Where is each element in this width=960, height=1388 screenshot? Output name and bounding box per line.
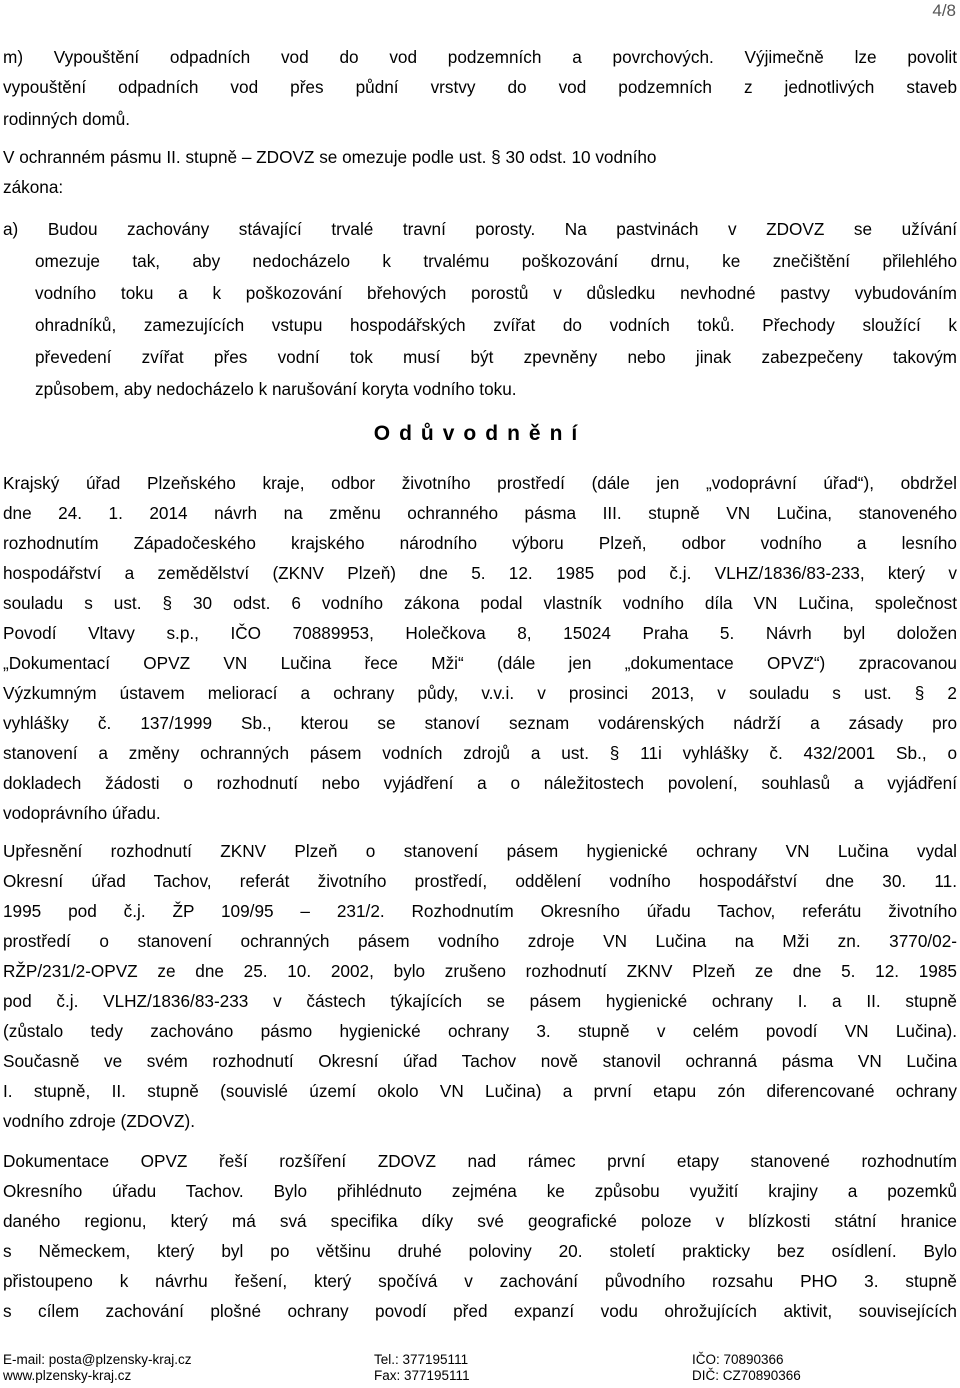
text-line: ohradníků, zamezujících vstupu hospodářských zvířat do vodních toků. Přechody sloužící k <box>35 315 957 335</box>
text-line: Upřesnění rozhodnutí ZKNV Plzeň o stanovení pásem hygienické ochrany VN Lučina vydal <box>3 841 957 861</box>
text-line: stanovení a změny ochranných pásem vodních zdrojů a ust. § 11i vyhlášky č. 432/2001 Sb., o <box>3 743 957 763</box>
footer-contact <box>3 1352 192 1384</box>
text-line: přistoupeno k návrhu řešení, který spočívá v zachování původního rozsahu PHO 3. stupně <box>3 1271 957 1291</box>
text-line: převedení zvířat přes vodní tok musí být zpevněny nebo jinak zabezpečeny takovým <box>35 347 957 367</box>
text-line: 1995 pod č.j. ŽP 109/95 – 231/2. Rozhodnutím Okresního úřadu Tachov, referátu životního <box>3 901 957 921</box>
text-line: s cílem zachování plošné ochrany povodí před expanzí vodu ohrožujících aktivit, souvisejících <box>3 1301 957 1321</box>
page-number: 4/8 <box>932 1 956 20</box>
text-line: Dokumentace OPVZ řeší rozšíření ZDOVZ nad rámec první etapy stanovené rozhodnutím <box>3 1151 957 1171</box>
section-heading: Odůvodnění <box>373 422 587 445</box>
text-line: dne 24. 1. 2014 návrh na změnu ochranného pásma III. stupně VN Lučina, stanoveného <box>3 503 957 523</box>
text-line: a) Budou zachovány stávající trvalé travní porosty. Na pastvinách v ZDOVZ se užívání <box>3 219 957 239</box>
text-line: omezuje tak, aby nedocházelo k trvalému poškozování drnu, ke znečištění přilehlého <box>35 251 957 271</box>
text-line: I. stupně, II. stupně (souvislé území okolo VN Lučina) a první etapu zón diferencované ochrany <box>3 1081 957 1101</box>
text-line: „Dokumentací OPVZ VN Lučina řece Mži“ (dále jen „dokumentace OPVZ“) zpracovanou <box>3 653 957 673</box>
text-line: pod č.j. VLHZ/1836/83-233 v částech týkajících se pásem hygienické ochrany I. a II. stupně <box>3 991 957 1011</box>
text-line: rodinných domů. <box>3 109 131 129</box>
text-line: dokladech žádosti o rozhodnutí nebo vyjádření a o náležitostech povolení, souhlasů a vyjádření <box>3 773 957 793</box>
footer-ico: IČO: 70890366 <box>692 1352 784 1367</box>
text-line: Výzkumným ústavem meliorací a ochrany půdy, v.v.i. v prosinci 2013, v souladu s ust. § 2 <box>3 683 957 703</box>
text-line: RŽP/231/2-OPVZ ze dne 25. 10. 2002, bylo zrušeno rozhodnutí ZKNV Plzeň ze dne 5. 12. 1985 <box>3 961 957 981</box>
text-line: m) Vypouštění odpadních vod do vod podzemních a povrchových. Výjimečně lze povolit <box>3 47 957 67</box>
text-line: Krajský úřad Plzeňského kraje, odbor životního prostředí (dále jen „vodoprávní úřad“), obdržel <box>3 473 957 493</box>
text-line: (zůstalo tedy zachováno pásmo hygienické ochrany 3. stupně v celém povodí VN Lučina). <box>3 1021 957 1041</box>
footer-phone <box>374 1352 470 1384</box>
text-line: Povodí Vltavy s.p., IČO 70889953, Holečkova 8, 15024 Praha 5. Návrh byl doložen <box>3 623 957 643</box>
footer-tel: Tel.: 377195111 <box>374 1352 469 1367</box>
text-line: Okresního úřadu Tachov. Bylo přihlédnuto zejména ke způsobu využití krajiny a pozemků <box>3 1181 957 1201</box>
text-line: vodního zdroje (ZDOVZ). <box>3 1111 195 1131</box>
footer-web: www.plzensky-kraj.cz <box>3 1368 132 1383</box>
footer-dic: DIČ: CZ70890366 <box>692 1368 801 1383</box>
text-line: vyhlášky č. 137/1999 Sb., kterou se stanoví seznam vodárenských nádrží a zásady pro <box>3 713 957 733</box>
text-line: souladu s ust. § 30 odst. 6 vodního zákona podal vlastník vodního díla VN Lučina, společnost <box>3 593 957 613</box>
footer-ids <box>692 1352 801 1384</box>
text-line: rozhodnutím Západočeského krajského národního výboru Plzeň, odbor vodního a lesního <box>3 533 957 553</box>
text-line: vypouštění odpadních vod přes půdní vrstvy do vod podzemních z jednotlivých staveb <box>3 77 957 97</box>
text-line: vodního toku a k poškozování břehových porostů v důsledku nevhodné pastvy vybudováním <box>35 283 957 303</box>
footer-fax: Fax: 377195111 <box>374 1368 470 1383</box>
text-line: způsobem, aby nedocházelo k narušování koryta vodního toku. <box>35 379 517 399</box>
text-line: daného regionu, který má svá specifika díky své geografické poloze v blízkosti státní hranice <box>3 1211 957 1231</box>
text-line: Okresní úřad Tachov, referát životního prostředí, oddělení vodního hospodářství dne 30. 11. <box>3 871 957 891</box>
text-line: s Německem, který byl po většinu druhé poloviny 20. století prakticky bez osídlení. Bylo <box>3 1241 957 1261</box>
text-line: vodoprávního úřadu. <box>3 803 161 823</box>
footer-email: E-mail: posta@plzensky-kraj.cz <box>3 1352 192 1367</box>
text-line: prostředí o stanovení ochranných pásem vodního zdroje VN Lučina na Mži zn. 3770/02- <box>3 931 957 951</box>
text-line: hospodářství a zemědělství (ZKNV Plzeň) dne 5. 12. 1985 pod č.j. VLHZ/1836/83-233, který v <box>3 563 957 583</box>
text-line: Současně ve svém rozhodnutí Okresní úřad Tachov nově stanovil ochranná pásma VN Lučina <box>3 1051 957 1071</box>
text-line: zákona: <box>3 177 64 197</box>
text-line: V ochranném pásmu II. stupně – ZDOVZ se omezuje podle ust. § 30 odst. 10 vodního <box>3 147 657 167</box>
